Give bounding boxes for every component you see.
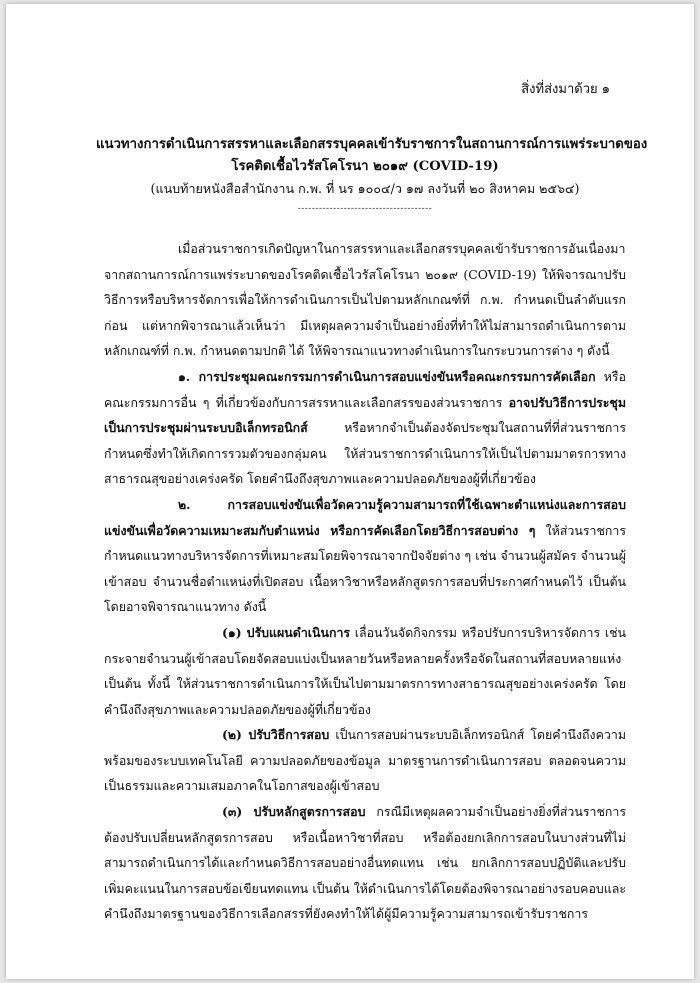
intro-text: เมื่อส่วนราชการเกิดปัญหาในการสรรหาและเลือกสรรบุคคลเข้ารับราชการอันเนื่องมาจากสถานการณ์การแพร่ระบาดของโรคติดเชื้อไวรัสโคโรนา ๒๐๑๙ (COVID-19) ให้พิจารณาปรับวิธีการหรือบริหารจัดการเพื่อให้การดำเนินการเป็นไปตามหลักเกณฑ์ที่ ก.พ. กำหนดเป็นลำดับแรกก่อน แต่หากพิจารณาแล้วเห็นว่า มีเหตุผลความจำเป็นอย่างยิ่งที่ทำให้ไม่สามารถดำเนินการตามหลักเกณฑ์ที่ ก.พ. กำหนดตามปกติ ได้ ให้พิจารณาแนวทางดำเนินการในกระบวนการต่าง ๆ ดังนี้ [104,241,626,359]
item-3-paragraph [104,799,626,927]
item-1-paragraph [104,620,626,722]
item-1-text: เลื่อนวันจัดกิจกรรม หรือปรับการบริหารจัดการ เช่น กระจายจำนวนผู้เข้าสอบโดยจัดสอบแบ่งเป็นหลายวันหรือหลายครั้งหรือจัดในสถานที่สอบหลายแห่ง เป็นต้น ทั้งนี้ ให้ส่วนราชการดำเนินการให้เป็นไปตามมาตรการทางสาธารณสุขอย่างเคร่งครัด โดยคำนึงถึงสุขภาพและความปลอดภัยของผู้ที่เกี่ยวข้อง [104,624,626,717]
item-2-heading: (๒) ปรับวิธีการสอบ [222,727,330,743]
attachment-label: สิ่งที่ส่งมาด้วย ๑ [521,82,610,97]
section-1-heading: ๑. การประชุมคณะกรรมการดำเนินการสอบแข่งขันหรือคณะกรรมการคัดเลือก [178,368,596,384]
document-title-line-1: แนวทางการดำเนินการสรรหาและเลือกสรรบุคคลเข้ารับราชการในสถานการณ์การแพร่ระบาดของ [96,137,648,152]
document-subtitle: (แนบท้ายหนังสือสำนักงาน ก.พ. ที่ นร ๑๐๐๔/ว ๑๗ ลงวันที่ ๒๐ สิงหาคม ๒๕๖๔) [150,181,580,196]
section-1-bold-text: อาจปรับวิธีการประชุมเป็นการประชุมผ่านระบบอิเล็กทรอนิกส์ [104,394,626,436]
document-page [6,4,694,979]
title-divider: -------------------------------------- [297,204,433,214]
item-3-heading: (๓) ปรับหลักสูตรการสอบ [222,804,366,820]
section-2-paragraph [104,492,626,620]
section-1-paragraph [104,364,626,492]
section-2-heading: ๒. การสอบแข่งขันเพื่อวัดความรู้ความสามารถที่ใช้เฉพาะตำแหน่งและการสอบแข่งขันเพื่อวัดความเหมาะสมกับตำแหน่ง หรือการคัดเลือกโดยวิธีการสอบต่าง ๆ [104,496,626,538]
item-3-text: กรณีมีเหตุผลความจำเป็นอย่างยิ่งที่ส่วนราชการต้องปรับเปลี่ยนหลักสูตรการสอบ หรือเนื้อหาวิชาที่สอบ หรือต้องยกเลิกการสอบในบางส่วนที่ไม่สามารถดำเนินการได้และกำหนดวิธีการสอบอย่างอื่นทดแทน เช่น ยกเลิกการสอบปฏิบัติและปรับเพิ่มคะแนนในการสอบข้อเขียนทดแทน เป็นต้น ให้ดำเนินการได้โดยต้องพิจารณาอย่างรอบคอบและคำนึงถึงมาตรฐานของวิธีการเลือกสรรที่ยังคงทำให้ได้ผู้มีความรู้ความสามารถเข้ารับราชการ [104,804,626,922]
intro-paragraph [104,236,626,364]
item-2-paragraph [104,722,626,799]
item-1-heading: (๑) ปรับแผนดำเนินการ [222,624,351,640]
section-2-text: ให้ส่วนราชการกำหนดแนวทางบริหารจัดการที่เหมาะสมโดยพิจารณาจากปัจจัยต่าง ๆ เช่น จำนวนผู้สมัคร จำนวนผู้เข้าสอบ จำนวนชื่อตำแหน่งที่เปิดสอบ เนื้อหาวิชาหรือหลักสูตรการสอบที่ประกาศกำหนดไว้ เป็นต้น โดยอาจพิจารณาแนวทาง ดังนี้ [104,522,626,615]
document-body [104,236,626,927]
title-block [96,134,648,216]
section-1-text-a: หรือคณะกรรมการอื่น ๆ ที่เกี่ยวข้องกับการสรรหาและเลือกสรรของส่วนราชการ [104,368,626,410]
document-title-line-2: โรคติดเชื้อไวรัสโคโรนา ๒๐๑๙ (COVID-19) [231,159,499,174]
section-1-text-c: หรือหากจำเป็นต้องจัดประชุมในสถานที่ที่ส่วนราชการกำหนดซึ่งทำให้เกิดการรวมตัวของกลุ่มคน ให้ส่วนราชการดำเนินการให้เป็นไปตามมาตรการทางสาธารณสุขอย่างเคร่งครัด โดยคำนึงถึงสุขภาพและความปลอดภัยของผู้ที่เกี่ยวข้อง [104,420,626,487]
item-2-text: เป็นการสอบผ่านระบบอิเล็กทรอนิกส์ โดยคำนึงถึงความพร้อมของระบบเทคโนโลยี ความปลอดภัยของข้อมูล มาตรฐานการดำเนินการสอบ ตลอดจนความเป็นธรรมและความเสมอภาคในโอกาสของผู้เข้าสอบ [104,727,626,794]
